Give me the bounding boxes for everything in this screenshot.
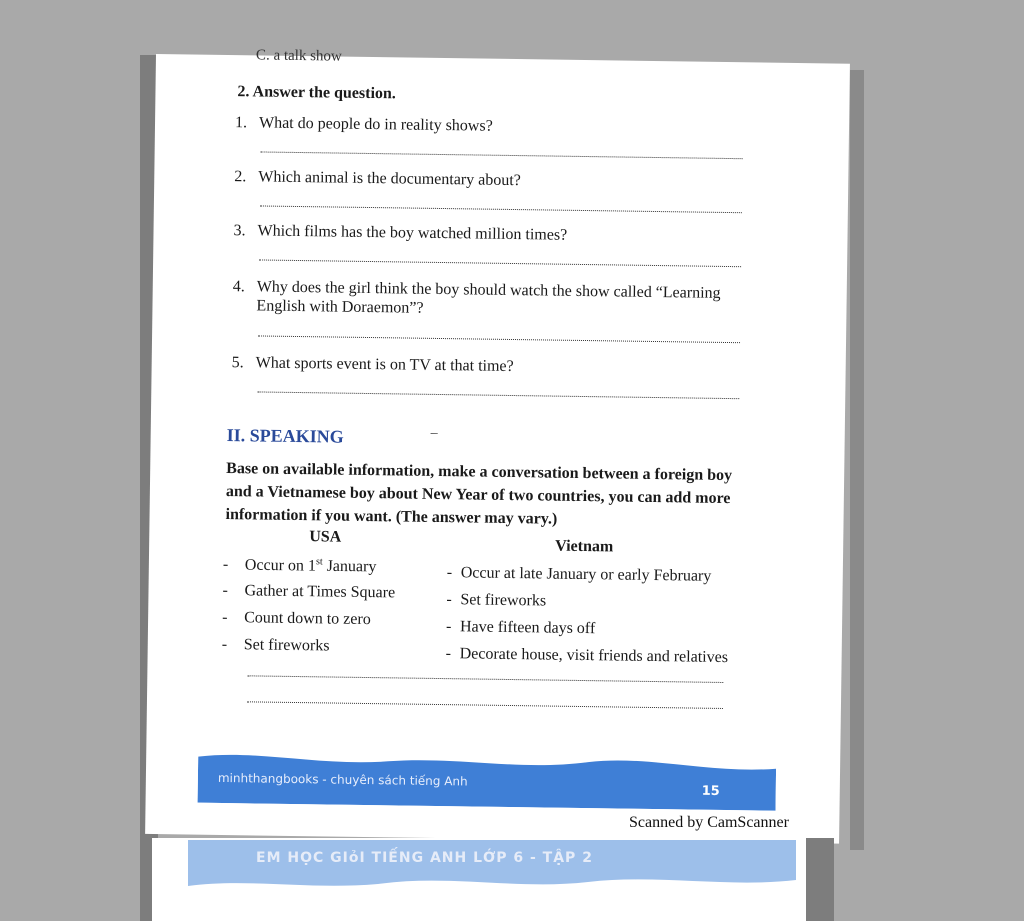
question-text: What do people do in reality shows? bbox=[258, 114, 493, 135]
answer-line-4[interactable] bbox=[258, 335, 740, 343]
vietnam-heading: Vietnam bbox=[555, 537, 614, 556]
next-page-shadow bbox=[806, 838, 834, 921]
question-number: 5. bbox=[231, 354, 244, 372]
stray-mark: – bbox=[430, 425, 438, 441]
usa-item: - Set fireworks bbox=[221, 635, 330, 655]
usa-item: - Count down to zero bbox=[222, 608, 371, 629]
answer-section-title: 2. Answer the question. bbox=[237, 83, 396, 103]
camscanner-watermark: Scanned by CamScanner bbox=[629, 814, 789, 831]
answer-line-5[interactable] bbox=[257, 391, 739, 399]
speaking-instruction: Base on available information, make a conversation between a foreign boy and a Vietnamese boy about New Year of two countries, you can add more information if you want. (The answer may vary.) bbox=[225, 460, 733, 528]
question-text: What sports event is on TV at that time? bbox=[255, 354, 514, 376]
question-1 bbox=[235, 113, 755, 139]
publisher-text: minhthangbooks - chuyên sách tiếng Anh bbox=[217, 770, 468, 789]
scan-shadow-right bbox=[850, 70, 864, 850]
conversation-line-2[interactable] bbox=[247, 701, 723, 709]
page-number: 15 bbox=[701, 783, 720, 799]
question-text: Which animal is the documentary about? bbox=[258, 168, 521, 190]
answer-line-2[interactable] bbox=[260, 205, 742, 213]
question-5 bbox=[232, 353, 752, 379]
question-number: 3. bbox=[233, 222, 246, 240]
workbook-page bbox=[145, 47, 850, 844]
vietnam-item: - Have fifteen days off bbox=[445, 618, 596, 638]
usa-heading: USA bbox=[309, 528, 342, 546]
conversation-line-1[interactable] bbox=[247, 675, 723, 683]
question-text: Why does the girl think the boy should watch the show called “Learning English with Doraemon”? bbox=[256, 278, 721, 317]
answer-line-1[interactable] bbox=[261, 151, 743, 159]
cut-off-text: C. a talk show bbox=[255, 47, 342, 65]
question-number: 2. bbox=[234, 168, 247, 186]
question-4 bbox=[232, 277, 752, 322]
page-footer-band bbox=[198, 751, 777, 811]
usa-item: - Gather at Times Square bbox=[222, 581, 396, 602]
question-2 bbox=[234, 167, 754, 193]
speaking-title: II. SPEAKING bbox=[226, 425, 344, 447]
vietnam-item: - Set fireworks bbox=[446, 591, 547, 610]
next-page-title: EM HỌC GIỏI TIẾNG ANH LỚP 6 - TẬP 2 bbox=[256, 850, 593, 866]
vietnam-item: - Decorate house, visit friends and relatives bbox=[445, 645, 729, 667]
question-number: 4. bbox=[232, 278, 245, 296]
usa-item: - Occur on 1st January bbox=[222, 556, 377, 576]
question-text: Which films has the boy watched million times? bbox=[257, 222, 568, 244]
question-number: 1. bbox=[234, 114, 248, 132]
answer-line-3[interactable] bbox=[259, 259, 741, 267]
question-3 bbox=[233, 221, 753, 247]
vietnam-item: - Occur at late January or early February bbox=[446, 564, 712, 585]
